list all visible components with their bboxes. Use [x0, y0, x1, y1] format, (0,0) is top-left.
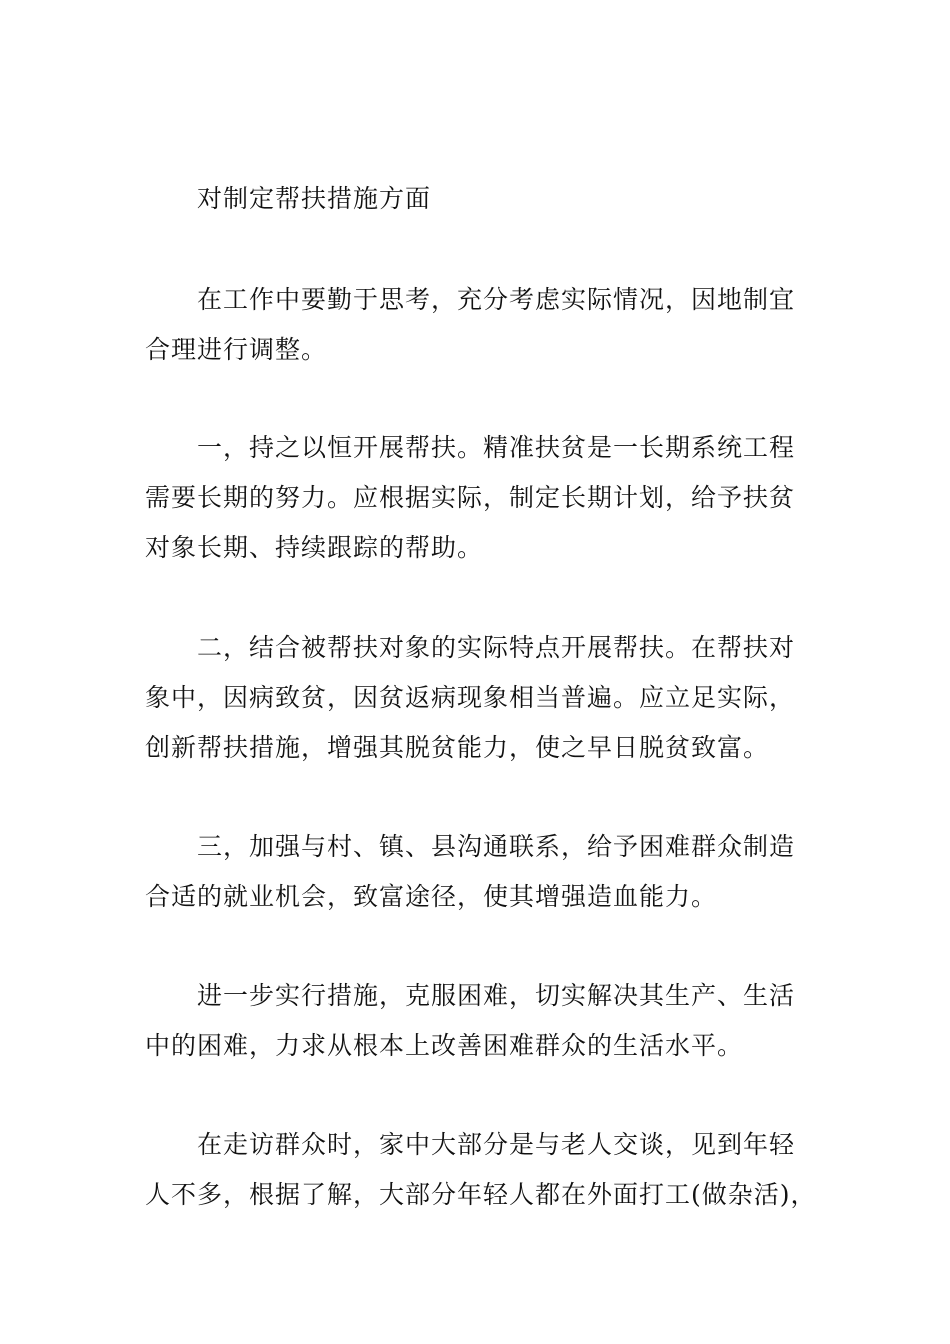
- paragraph-line: 二，结合被帮扶对象的实际特点开展帮扶。在帮扶对: [197, 633, 796, 662]
- paragraph-line: 三，加强与村、镇、县沟通联系，给予困难群众制造: [197, 832, 796, 861]
- paragraph-line: 人不多，根据了解，大部分年轻人都在外面打工(做杂活)，: [145, 1180, 817, 1209]
- paragraph-line: 创新帮扶措施，增强其脱贫能力，使之早日脱贫致富。: [145, 733, 770, 762]
- paragraph-line: 进一步实行措施，克服困难，切实解决其生产、生活: [197, 981, 796, 1010]
- paragraph-line: 合理进行调整。: [145, 335, 328, 364]
- paragraph-line: 合适的就业机会，致富途径，使其增强造血能力。: [145, 882, 718, 911]
- paragraph-line: 在工作中要勤于思考，充分考虑实际情况，因地制宜: [197, 285, 796, 314]
- paragraph-line: 象中，因病致贫，因贫返病现象相当普遍。应立足实际，: [145, 683, 796, 712]
- heading-text: 对制定帮扶措施方面: [197, 184, 432, 213]
- paragraph-intro: [145, 275, 815, 375]
- paragraph-point-two: [145, 623, 815, 773]
- paragraph-point-three: [145, 822, 815, 922]
- section-heading: [145, 174, 815, 224]
- paragraph-point-one: [145, 423, 815, 573]
- paragraph-line: 需要长期的努力。应根据实际，制定长期计划，给予扶贫: [145, 483, 796, 512]
- paragraph-visit-notes: [145, 1120, 815, 1220]
- paragraph-line: 对象长期、持续跟踪的帮助。: [145, 533, 484, 562]
- paragraph-line: 在走访群众时，家中大部分是与老人交谈，见到年轻: [197, 1130, 796, 1159]
- paragraph-further-measures: [145, 971, 815, 1071]
- paragraph-line: 中的困难，力求从根本上改善困难群众的生活水平。: [145, 1031, 744, 1060]
- paragraph-line: 一，持之以恒开展帮扶。精准扶贫是一长期系统工程: [197, 433, 796, 462]
